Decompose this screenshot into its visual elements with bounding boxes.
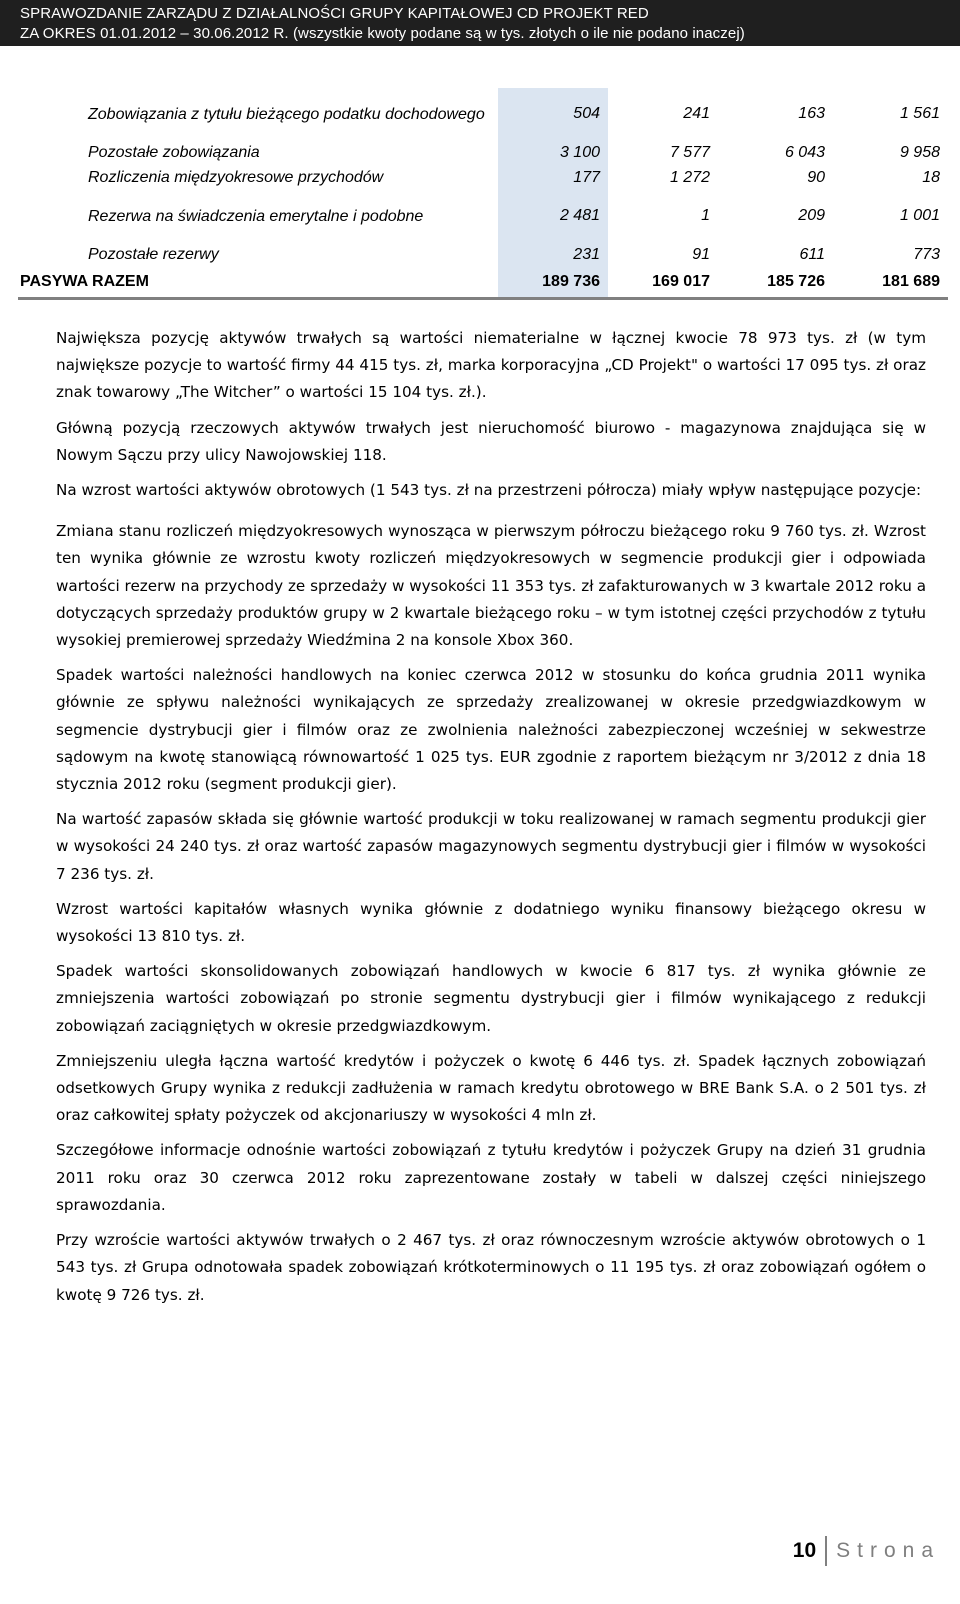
cell-value: 91 xyxy=(692,245,710,263)
row-label: Rezerwa na świadczenia emerytalne i podobne xyxy=(88,207,424,225)
header-subtitle: ZA OKRES 01.01.2012 – 30.06.2012 R. (wszystkie kwoty podane są w tys. złotych o ile nie podano inaczej) xyxy=(20,25,745,42)
cell-value: 6 043 xyxy=(784,143,825,161)
header-title: SPRAWOZDANIE ZARZĄDU Z DZIAŁALNOŚCI GRUPY KAPITAŁOWEJ CD PROJEKT RED xyxy=(20,5,649,22)
page-footer xyxy=(793,1534,940,1568)
paragraph-accruals: Zmiana stanu rozliczeń międzyokresowych wynosząca w pierwszym półroczu bieżącego roku 9 760 tys. zł. Wzrost ten wynika głównie ze wzrostu kwoty rozliczeń międzyokresowych w segmencie produkcji gier i odpowiada wartości rezerw na przychody ze sprzedaży w wysokości 11 353 tys. zł zafakturowanych w 3 kwartale 2012 roku a dotyczących sprzedaży produktów grupy w 2 kwartale bieżącego roku – w tym istotnej części przychodów z tytułu wysokiej premierowej sprzedaży Wiedźmina 2 na konsole Xbox 360. xyxy=(56,522,926,650)
table-row xyxy=(18,242,948,267)
paragraph-trade-liabilities: Spadek wartości skonsolidowanych zobowiązań handlowych w kwocie 6 817 tys. zł wynika głównie ze zmniejszenia wartości zobowiązań po stronie segmentu dystrybucji gier i filmów wynikającego z redukcji zobowiązań zaciągniętych w okresie przedgwiazdkowym. xyxy=(56,962,926,1035)
paragraph-receivables: Spadek wartości należności handlowych na koniec czerwca 2012 w stosunku do końca grudnia 2011 wynika głównie ze spływu należności wynikających ze sprzedaży zrealizowanej w okresie przedgwiazdkowym w segmencie dystrybucji gier i filmów oraz ze zwolnienia należności zabezpieczonej wcześniej w sekwestrze sądowym na kwotę stanowiącą równowartość 1 025 tys. EUR zgodnie z raportem bieżącym nr 3/2012 z dnia 18 stycznia 2012 roku (segment produkcji gier). xyxy=(56,666,926,794)
row-label: Rozliczenia międzyokresowe przychodów xyxy=(88,168,384,186)
cell-value: 504 xyxy=(498,88,608,140)
cell-value: 1 561 xyxy=(899,105,940,122)
paragraph-current-assets-intro: Na wzrost wartości aktywów obrotowych (1 543 tys. zł na przestrzeni półrocza) miały wpływ następujące pozycje: xyxy=(56,481,922,500)
paragraph-loans: Zmniejszeniu uległa łączna wartość kredytów i pożyczek o kwotę 6 446 tys. zł. Spadek łącznych zobowiązań odsetkowych Grupy wynika z redukcji zadłużenia w ramach kredytu obrotowego w BRE Bank S.A. o 2 501 tys. zł oraz całkowitej spłaty pożyczek od akcjonariuszy w wysokości 4 mln zł. xyxy=(56,1051,926,1125)
cell-value: 209 xyxy=(798,207,825,224)
page-number: 10 xyxy=(792,1539,817,1562)
cell-value: 18 xyxy=(922,168,940,186)
table-total-row xyxy=(18,267,948,299)
row-label: Zobowiązania z tytułu bieżącego podatku dochodowego xyxy=(88,105,485,123)
liabilities-table xyxy=(18,88,948,300)
row-label: Pozostałe zobowiązania xyxy=(88,143,260,161)
paragraph-intangible-assets: Największa pozycję aktywów trwałych są wartości niematerialne w łącznej kwocie 78 973 tys. zł (w tym największe pozycje to wartość firmy 44 415 tys. zł, marka korporacyjna „CD Projekt" o wartości 17 095 tys. zł oraz znak towarowy „The Witcher” o wartości 15 104 tys. zł.). xyxy=(56,329,926,402)
footer-divider xyxy=(825,1536,827,1566)
table-row xyxy=(18,140,948,165)
table-row xyxy=(18,165,948,190)
page-label: Strona xyxy=(836,1539,940,1562)
cell-value: 3 100 xyxy=(498,140,608,165)
paragraph-loans-details: Szczegółowe informacje odnośnie wartości zobowiązań z tytułu kredytów i pożyczek Grupy na dzień 31 grudnia 2011 roku oraz 30 czerwca 2012 roku zaprezentowane zostały w tabeli w dalszej części niniejszego sprawozdania. xyxy=(56,1141,926,1214)
cell-value: 773 xyxy=(913,245,940,263)
cell-value: 163 xyxy=(798,105,825,122)
total-label: PASYWA RAZEM xyxy=(18,267,498,299)
total-value: 169 017 xyxy=(608,267,718,299)
paragraph-equity: Wzrost wartości kapitałów własnych wynika głównie z dodatniego wyniku finansowy bieżącego okresu w wysokości 13 810 tys. zł. xyxy=(56,899,926,946)
total-value: 185 726 xyxy=(718,267,833,299)
cell-value: 177 xyxy=(498,165,608,190)
paragraph-fixed-assets: Główną pozycją rzeczowych aktywów trwałych jest nieruchomość biurowo - magazynowa znajdująca się w Nowym Sączu przy ulicy Nawojowskiej 118. xyxy=(56,418,926,464)
cell-value: 90 xyxy=(807,168,825,186)
paragraph-inventory: Na wartość zapasów składa się głównie wartość produkcji w toku realizowanej w ramach segmentu produkcji gier w wysokości 24 240 tys. zł oraz wartość zapasów magazynowych segmentu dystrybucji gier i filmów w wysokości 7 236 tys. zł. xyxy=(56,810,926,883)
cell-value: 611 xyxy=(799,245,825,263)
total-value: 181 689 xyxy=(833,267,948,299)
table-row xyxy=(18,88,948,140)
cell-value: 1 xyxy=(701,207,710,224)
paragraph-summary: Przy wzroście wartości aktywów trwałych o 2 467 tys. zł oraz równoczesnym wzroście aktywów obrotowych o 1 543 tys. zł Grupa odnotowała spadek zobowiązań krótkoterminowych o 11 195 tys. zł oraz zobowiązań ogółem o kwotę 9 726 tys. zł. xyxy=(56,1231,926,1304)
cell-value: 9 958 xyxy=(899,143,940,161)
cell-value: 1 001 xyxy=(899,207,940,224)
table-row xyxy=(18,190,948,242)
cell-value: 2 481 xyxy=(498,190,608,242)
cell-value: 231 xyxy=(498,242,608,267)
cell-value: 1 272 xyxy=(669,168,710,186)
total-value: 189 736 xyxy=(498,267,608,299)
cell-value: 241 xyxy=(683,105,710,122)
page-header xyxy=(0,0,960,46)
report-body xyxy=(56,325,926,1317)
row-label: Pozostałe rezerwy xyxy=(88,245,219,263)
cell-value: 7 577 xyxy=(669,143,710,161)
